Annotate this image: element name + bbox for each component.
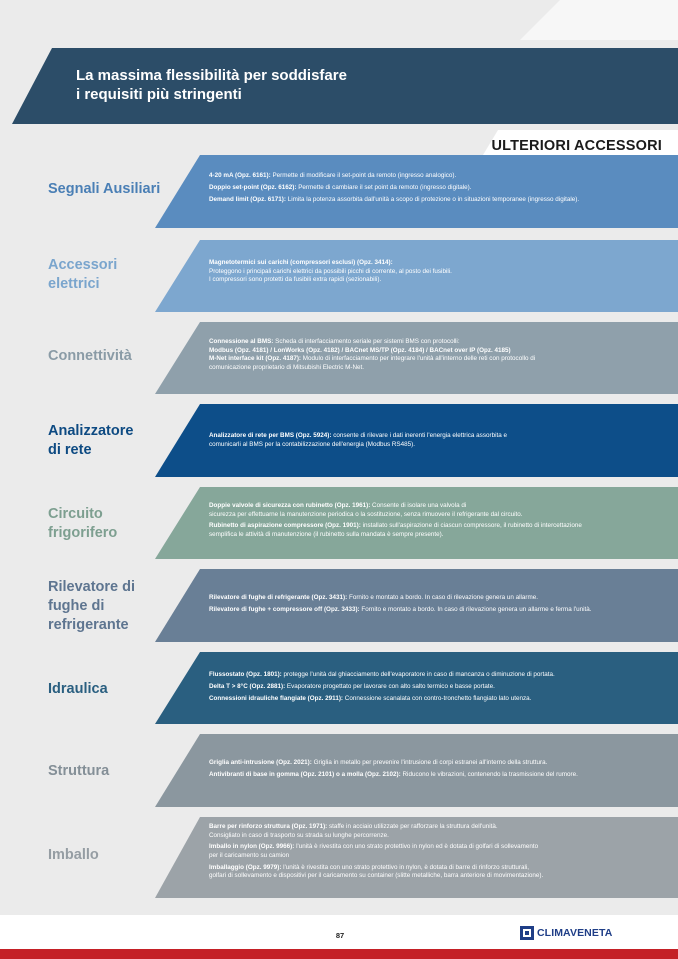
option-code: Doppio set-point (Opz. 6162): xyxy=(209,183,297,191)
category-title-line: di rete xyxy=(48,442,92,458)
option-code: Connessione al BMS: xyxy=(209,338,274,345)
option-description: consente di rilevare i dati inerenti l'energia elettrica assorbita e xyxy=(331,432,507,439)
page-title xyxy=(76,66,406,104)
option-entry xyxy=(209,695,649,704)
brand-logo-icon xyxy=(520,926,534,940)
option-description-line: comunicarli al BMS per la contabilizzazione dell'energia (Modbus RS485). xyxy=(209,440,415,448)
option-code: Griglia anti-intrusione (Opz. 2021): xyxy=(209,759,312,766)
category-title-line: frigorifero xyxy=(48,525,118,541)
category-title-line: Circuito xyxy=(48,506,103,522)
option-code: Rilevatore di fughe + compressore off (Opz. 3433): xyxy=(209,605,360,613)
category-title-line: elettrici xyxy=(48,276,100,292)
option-description: Consente di isolare una valvola di xyxy=(370,502,467,509)
option-entry xyxy=(209,196,649,205)
category-title-imballo xyxy=(48,846,99,865)
category-title-line: Idraulica xyxy=(48,681,108,697)
option-code: Antivibranti di base in gomma (Opz. 2101) o a molla (Opz. 2102): xyxy=(209,770,401,778)
option-entry xyxy=(209,606,649,615)
option-description: Limita la potenza assorbita dall'unità a scopo di protezione o in situazioni temporanee (ingresso digitale). xyxy=(285,195,580,203)
option-entry xyxy=(209,843,649,852)
category-title-circuito-frigorifero xyxy=(48,505,117,543)
option-entry xyxy=(209,864,649,873)
option-code: Imballaggio (Opz. 9979): xyxy=(209,863,282,871)
option-description: l'unità è rivestita con uno strato protettivo in nylon, è dotata di barre di rinforzo strutturali, xyxy=(281,863,530,871)
option-description: Riducono le vibrazioni, contenendo la trasmissione del rumore. xyxy=(400,770,578,778)
band-text-circuito-frigorifero xyxy=(209,502,649,540)
option-entry xyxy=(209,823,649,832)
option-description-line: golfari di sollevamento e dispositivi per il caricamento su container (slitte metalliche, barra anteriore di movimentazione). xyxy=(209,872,544,880)
option-description-line: semplifica le attività di manutenzione (il rubinetto sulla mandata è sempre presente). xyxy=(209,530,444,538)
option-description: Fornito e montato a bordo. In caso di rilevazione genera un allarme. xyxy=(347,594,538,601)
option-description: installato sull'aspirazione di ciascun compressore, il rubinetto di intercettazione xyxy=(360,522,582,530)
category-title-line: Segnali Ausiliari xyxy=(48,181,161,197)
footer-red-stripe xyxy=(0,949,678,959)
option-entry xyxy=(209,594,649,603)
option-code: Barre per rinforzo struttura (Opz. 1971): xyxy=(209,823,328,830)
category-title-line: Imballo xyxy=(48,847,99,863)
option-code: Flussostato (Opz. 1801): xyxy=(209,671,282,678)
option-description-line: comunicazione proprietario di Mitsubishi Electric M-Net. xyxy=(209,363,365,371)
option-code: M-Net interface kit (Opz. 4187): xyxy=(209,355,302,363)
option-description: Fornito e montato a bordo. In caso di rilevazione genera un allarme e ferma l'unità. xyxy=(359,605,592,613)
option-entry xyxy=(209,184,649,193)
category-title-line: Accessori xyxy=(48,257,118,273)
brand-logo xyxy=(520,925,612,941)
option-description-line: per il caricamento su camion xyxy=(209,851,290,859)
band-text-struttura xyxy=(209,759,649,779)
category-title-rilevatore-fughe xyxy=(48,578,135,635)
band-text-connettivita xyxy=(209,338,649,372)
band-text-accessori-elettrici xyxy=(209,259,649,285)
band-text-rilevatore-fughe xyxy=(209,594,649,614)
section-label: ULTERIORI ACCESSORI xyxy=(491,138,662,154)
band-text-imballo xyxy=(209,823,649,881)
option-entry xyxy=(209,347,649,356)
option-code: Analizzatore di rete per BMS (Opz. 5924): xyxy=(209,432,332,439)
option-description-line: I compressori sono protetti da fusibili extra rapidi (sezionabili). xyxy=(209,276,382,284)
category-title-connettivita xyxy=(48,347,132,366)
category-title-line: Analizzatore xyxy=(48,423,134,439)
option-description-line: Proteggono i principali carichi elettrici da possibili picchi di corrente, al posto dei fusibili. xyxy=(209,267,452,275)
option-description: Modulo di interfacciamento per integrare l'unità all'interno delle reti con protocollo di xyxy=(301,355,536,363)
option-code: Imballo in nylon (Opz. 9966): xyxy=(209,843,295,851)
category-title-analizzatore-di-rete xyxy=(48,422,133,460)
option-entry xyxy=(209,432,649,441)
band-text-analizzatore-di-rete xyxy=(209,432,649,449)
option-description: Scheda di interfacciamento seriale per sistemi BMS con protocolli: xyxy=(273,338,460,345)
category-title-line: Rilevatore di xyxy=(48,579,136,595)
option-entry xyxy=(209,683,649,692)
option-description: l'unità è rivestita con uno strato protettivo in nylon ed è dotata di golfari di sollevamento xyxy=(294,843,539,851)
option-description-line: Consigliato in caso di trasporto su strada su lunghe percorrenze. xyxy=(209,831,389,839)
option-description: Connessione scanalata con contro-tronchetto flangiato lato utenza. xyxy=(343,694,532,702)
option-code: Magnetotermici sui carichi (compressori esclusi) (Opz. 3414): xyxy=(209,259,393,266)
category-title-line: Struttura xyxy=(48,763,110,779)
category-title-line: fughe di xyxy=(48,598,105,614)
page-title-line-2: i requisiti più stringenti xyxy=(76,86,242,103)
option-description: protegge l'unità dal ghiacciamento dell'evaporatore in caso di mancanza o diminuzione di portata. xyxy=(281,671,555,678)
option-description: Permette di modificare il set-point da remoto (ingresso analogico). xyxy=(270,172,457,179)
option-entry xyxy=(209,502,649,511)
category-title-idraulica xyxy=(48,680,108,699)
option-entry xyxy=(209,522,649,531)
option-description-line: sicurezza per effettuarne la manutenzione periodica o la sostituzione, senza rimuovere il refrigerante dal circuito. xyxy=(209,510,523,518)
option-entry xyxy=(209,172,649,181)
category-title-struttura xyxy=(48,762,109,781)
option-entry xyxy=(209,671,649,680)
option-code: Rilevatore di fughe di refrigerante (Opz. 3431): xyxy=(209,594,348,601)
category-title-segnali-ausiliari xyxy=(48,180,160,199)
option-entry xyxy=(209,355,649,364)
option-entry xyxy=(209,771,649,780)
page-title-line-1: La massima flessibilità per soddisfare xyxy=(76,67,347,84)
option-code: 4-20 mA (Opz. 6161): xyxy=(209,172,271,179)
category-title-accessori-elettrici xyxy=(48,256,117,294)
category-title-line: refrigerante xyxy=(48,617,129,633)
option-code: Connessioni idrauliche flangiate (Opz. 2911): xyxy=(209,694,344,702)
option-code: Doppie valvole di sicurezza con rubinetto (Opz. 1961): xyxy=(209,502,371,509)
option-code: Demand limit (Opz. 6171): xyxy=(209,195,286,203)
option-description: Permette di cambiare il set point da remoto (ingresso digitale). xyxy=(296,183,472,191)
option-code: Modbus (Opz. 4181) / LonWorks (Opz. 4182) / BACnet MS/TP (Opz. 4184) / BACnet over IP (Opz. 4185) xyxy=(209,346,511,354)
option-entry xyxy=(209,338,649,347)
option-entry xyxy=(209,759,649,768)
option-description: staffe in acciaio utilizzate per rafforzare la struttura dell'unità. xyxy=(327,823,498,830)
band-text-idraulica xyxy=(209,671,649,703)
option-description: Griglia in metallo per prevenire l'intrusione di corpi estranei all'interno della struttura. xyxy=(311,759,548,766)
option-entry xyxy=(209,259,649,268)
category-title-line: Connettività xyxy=(48,348,132,364)
page-number: 87 xyxy=(335,931,345,940)
brand-name: CLIMAVENETA xyxy=(537,927,613,939)
band-text-segnali-ausiliari xyxy=(209,172,649,204)
option-code: Delta T > 8°C (Opz. 2881): xyxy=(209,682,286,690)
option-description: Evaporatore progettato per lavorare con alto salto termico e basse portate. xyxy=(285,682,495,690)
option-code: Rubinetto di aspirazione compressore (Opz. 1901): xyxy=(209,522,361,530)
